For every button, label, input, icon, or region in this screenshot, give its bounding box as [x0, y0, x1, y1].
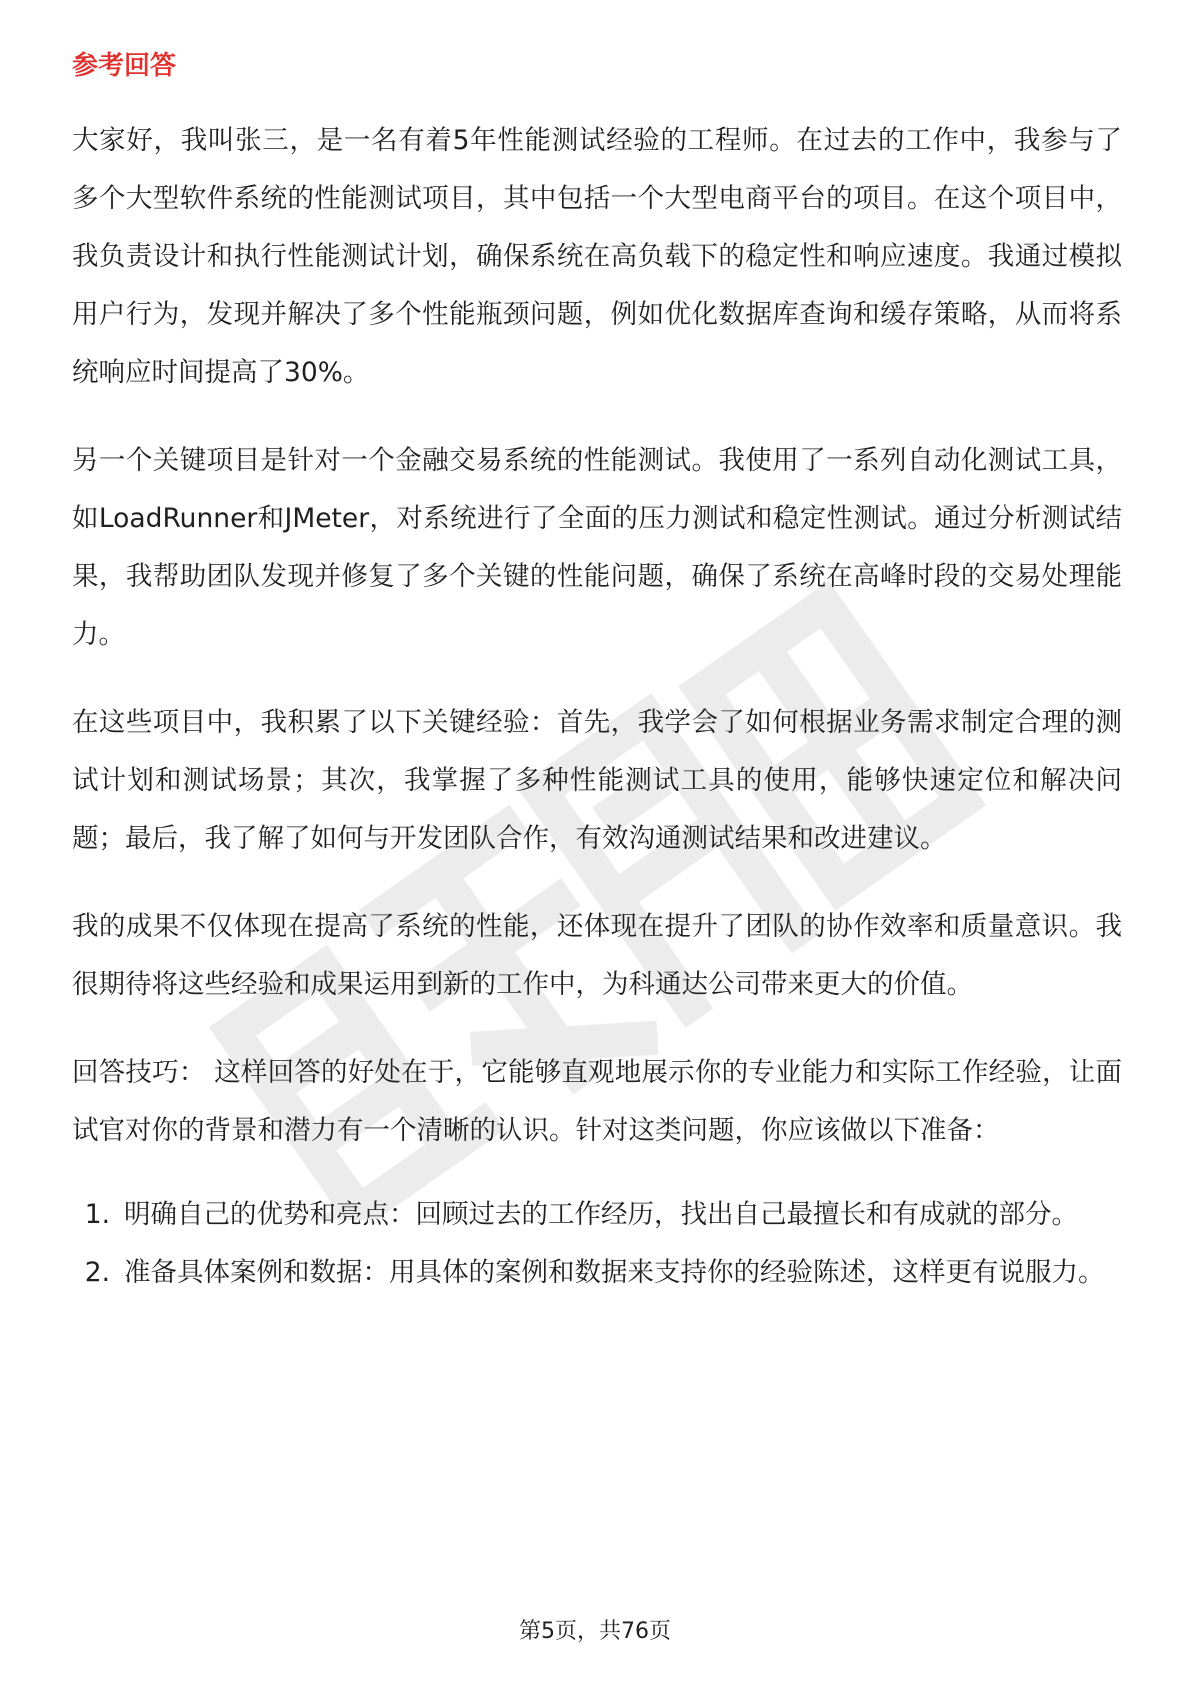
paragraph-key-experience: 在这些项目中，我积累了以下关键经验：首先，我学会了如何根据业务需求制定合理的测试计划和测试场景；其次，我掌握了多种性能测试工具的使用，能够快速定位和解决问题；最后，我了解了如何与开发团队合作，有效沟通测试结果和改进建议。	[72, 707, 1122, 854]
paragraph-intro: 大家好，我叫张三，是一名有着5年性能测试经验的工程师。在过去的工作中，我参与了多个大型软件系统的性能测试项目，其中包括一个大型电商平台的项目。在这个项目中，我负责设计和执行性能测试计划，确保系统在高负载下的稳定性和响应速度。我通过模拟用户行为，发现并解决了多个性能瓶颈问题，例如优化数据库查询和缓存策略，从而将系统响应时间提高了30%。	[72, 125, 1122, 388]
list-item-text: 明确自己的优势和亮点：回顾过去的工作经历，找出自己最擅长和有成就的部分。	[124, 1199, 1078, 1230]
paragraph-finance-project: 另一个关键项目是针对一个金融交易系统的性能测试。我使用了一系列自动化测试工具，如LoadRunner和JMeter，对系统进行了全面的压力测试和稳定性测试。通过分析测试结果，我帮助团队发现并修复了多个关键的性能问题，确保了系统在高峰时段的交易处理能力。	[72, 445, 1122, 650]
list-item-text: 准备具体案例和数据：用具体的案例和数据来支持你的经验陈述，这样更有说服力。	[124, 1257, 1105, 1288]
list-item	[72, 1244, 1122, 1302]
list-item-number: 2.	[84, 1257, 110, 1288]
document-page	[72, 44, 1122, 1302]
list-item-number: 1.	[84, 1199, 110, 1230]
list-item	[72, 1186, 1122, 1244]
paragraph-answer-tips: 回答技巧： 这样回答的好处在于，它能够直观地展示你的专业能力和实际工作经验，让面试官对你的背景和潜力有一个清晰的认识。针对这类问题，你应该做以下准备：	[72, 1057, 1122, 1146]
paragraph-achievements: 我的成果不仅体现在提高了系统的性能，还体现在提升了团队的协作效率和质量意识。我很期待将这些经验和成果运用到新的工作中，为科通达公司带来更大的价值。	[72, 911, 1122, 1000]
page-footer: 第5页，共76页	[519, 1619, 671, 1644]
section-title: 参考回答	[72, 51, 177, 81]
preparation-list	[72, 1186, 1122, 1302]
